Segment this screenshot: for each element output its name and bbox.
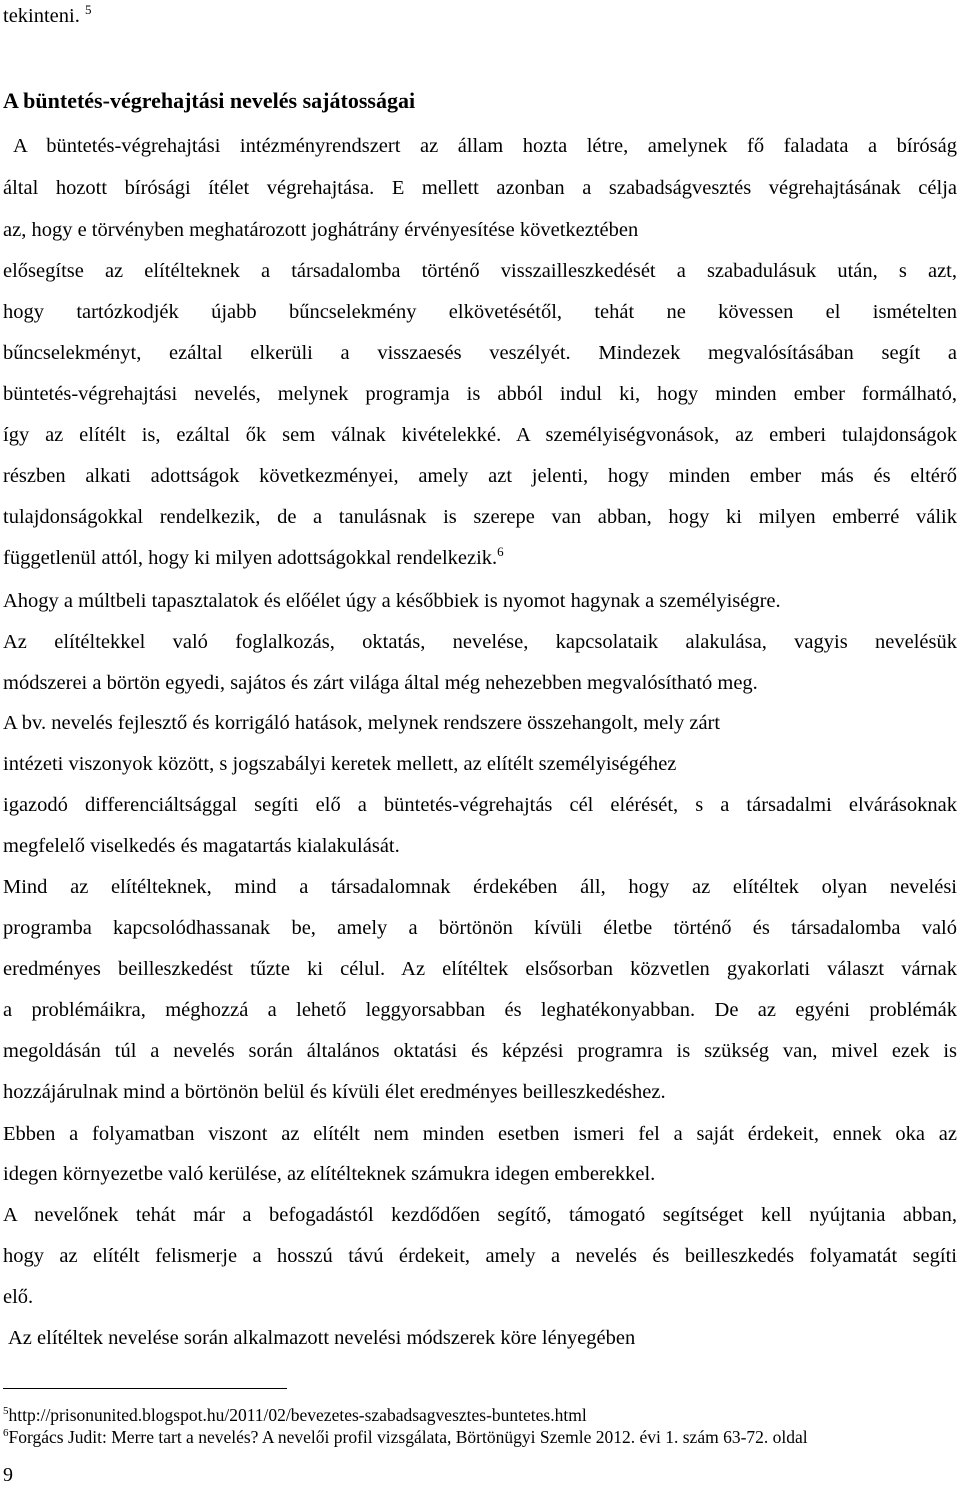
paragraph-line: részben alkati adottságok következményei, amely azt jelenti, hogy minden ember más és eltérő — [3, 465, 957, 487]
paragraph-line: hozzájárulnak mind a börtönön belül és kívüli élet eredményes beilleszkedéshez. — [3, 1081, 666, 1103]
paragraph-line: által hozott bírósági ítélet végrehajtása. E mellett azonban a szabadságvesztés végrehajtásának célja — [3, 177, 957, 199]
paragraph-line: eredményes beilleszkedést tűzte ki célul. Az elítéltek elsősorban közvetlen gyakorlati választ várnak — [3, 958, 957, 980]
footnote-ref-6: 6 — [497, 544, 504, 560]
paragraph-line: A nevelőnek tehát már a befogadástól kezdődően segítő, támogató segítséget kell nyújtania abban, — [3, 1204, 957, 1226]
paragraph-line: megfelelő viselkedés és magatartás kialakulását. — [3, 835, 400, 857]
paragraph-line: A büntetés-végrehajtási intézményrendszert az állam hozta létre, amelynek fő faladata a bíróság — [13, 135, 957, 157]
paragraph-line: módszerei a börtön egyedi, sajátos és zárt világa által még nehezebben megvalósítható meg. — [3, 672, 758, 694]
paragraph-line: igazodó differenciáltsággal segíti elő a büntetés-végrehajtás cél elérését, s a társadalmi elvárásoknak — [3, 794, 957, 816]
paragraph-line: a problémáikra, méghozzá a lehető leggyorsabban és leghatékonyabban. De az egyéni problémák — [3, 999, 957, 1021]
footnote-6: $^6$Forgács Judit: Merre tart a nevelés? A nevelői profil vizsgálata, Börtönügyi Szemle 2012. évi 1. szám 63-72. oldal — [3, 1427, 808, 1447]
paragraph-line: Ebben a folyamatban viszont az elítélt nem minden esetben ismeri fel a saját érdekeit, ennek oka az — [3, 1123, 957, 1145]
paragraph-line: büntetés-végrehajtási nevelés, melynek programja is abból indul ki, hogy minden ember formálható, — [3, 383, 957, 405]
paragraph-line: programba kapcsolódhassanak be, amely a börtönön kívüli életbe történő és társadalomba való — [3, 917, 957, 939]
paragraph-line: Ahogy a múltbeli tapasztalatok és előélet úgy a későbbiek is nyomot hagynak a személyiségre. — [3, 590, 781, 612]
paragraph-line: tulajdonságokkal rendelkezik, de a tanulásnak is szerepe van abban, hogy ki milyen emberré válik — [3, 506, 957, 528]
continued-text-line: tekinteni. $^5$ — [3, 2, 92, 27]
paragraph-line: intézeti viszonyok között, s jogszabályi keretek mellett, az elítélt személyiségéhez — [3, 753, 677, 775]
footnote-separator — [3, 1388, 287, 1389]
paragraph-line: elősegítse az elítélteknek a társadalomba történő visszailleszkedését a szabadulásuk után, s azt, — [3, 260, 957, 282]
paragraph-line: elő. — [3, 1286, 34, 1308]
paragraph-line: A bv. nevelés fejlesztő és korrigáló hatások, melynek rendszere összehangolt, mely zárt — [3, 712, 721, 734]
paragraph-line: függetlenül attól, hogy ki milyen adottságokkal rendelkezik.$^6$ — [3, 544, 504, 569]
paragraph-line: bűncselekményt, ezáltal elkerüli a visszaesés veszélyét. Mindezek megvalósításában segít a — [3, 342, 957, 364]
paragraph-line: Az elítéltekkel való foglalkozás, oktatás, nevelése, kapcsolataik alakulása, vagyis nevelésük — [3, 631, 957, 653]
paragraph-line: az, hogy e törvényben meghatározott joghátrány érvényesítése következtében — [3, 219, 639, 241]
page-number: 9 — [3, 1464, 13, 1486]
paragraph-line: idegen környezetbe való kerülése, az elítélteknek számukra idegen emberekkel. — [3, 1163, 656, 1185]
paragraph-line: megoldásán túl a nevelés során általános oktatási és képzési programra is szükség van, mivel ezek is — [3, 1040, 957, 1062]
paragraph-line: Az elítéltek nevelése során alkalmazott nevelési módszerek köre lényegében — [8, 1327, 636, 1349]
paragraph-line: Mind az elítélteknek, mind a társadalomnak érdekében áll, hogy az elítéltek olyan nevelési — [3, 876, 957, 898]
footnote-ref-5: 5 — [84, 2, 92, 18]
footnote-5: $^5$http://prisonunited.blogspot.hu/2011/02/bevezetes-szabadsagvesztes-buntetes.html — [3, 1405, 587, 1425]
paragraph-line: hogy az elítélt felismerje a hosszú távú érdekeit, amely a nevelés és beilleszkedés folyamatát segíti — [3, 1245, 957, 1267]
section-heading: A büntetés-végrehajtási nevelés sajátosságai — [3, 88, 416, 113]
paragraph-line: hogy tartózkodjék újabb bűncselekmény elkövetésétől, tehát ne kövessen el ismételten — [3, 301, 957, 323]
paragraph-line: így az elítélt is, ezáltal ők sem válnak kivételekké. A személyiségvonások, az emberi tulajdonságok — [3, 424, 957, 446]
